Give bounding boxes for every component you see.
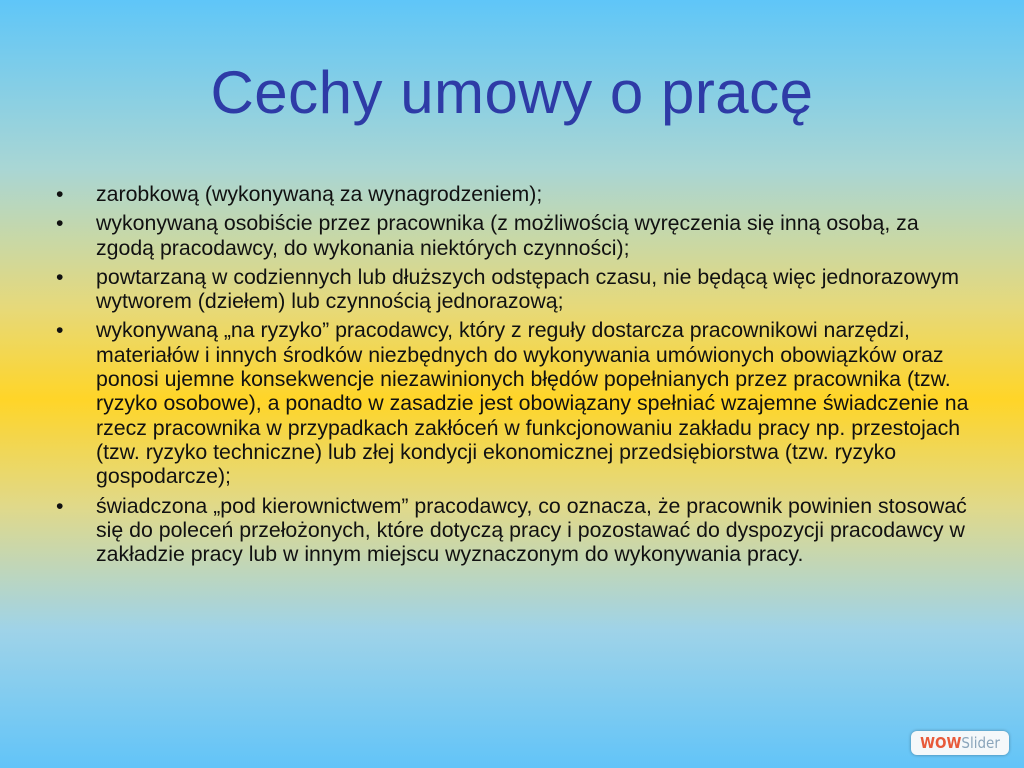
- bullet-text: wykonywaną osobiście przez pracownika (z możliwością wyręczenia się inną osobą, za zgodą pracodawcy, do wykonania niektórych czynności);: [96, 211, 919, 260]
- bullet-icon: •: [56, 318, 64, 343]
- bullet-text: wykonywaną „na ryzyko” pracodawcy, który z reguły dostarcza pracownikowi narzędzi, materiałów i innych środków niezbędnych do wykonywania umówionych obowiązków oraz ponosi ujemne konsekwencje niezawinionych błędów popełnianych przez pracownika (tzw. ryzyko osobowe), a ponadto w zasadzie jest obowiązany spełniać wzajemne świadczenie na rzecz pracownika w przypadkach zakłóceń w funkcjonowaniu zakładu pracy np. przestojach (tzw. ryzyko techniczne) lub złej kondycji ekonomicznej przedsiębiorstwa (tzw. ryzyko gospodarcze);: [96, 318, 969, 489]
- slide-title: Cechy umowy o pracę: [210, 59, 814, 126]
- bullet-item: [56, 265, 976, 314]
- watermark-text-slider: Slider: [961, 734, 1000, 752]
- bullet-list: [56, 182, 976, 571]
- bullet-text: zarobkową (wykonywaną za wynagrodzeniem);: [96, 182, 543, 206]
- bullet-icon: •: [56, 264, 64, 289]
- bullet-icon: •: [56, 211, 64, 236]
- bullet-item: [56, 318, 976, 488]
- bullet-item: [56, 211, 976, 260]
- bullet-item: [56, 182, 976, 206]
- bullet-icon: •: [56, 182, 64, 206]
- bullet-text: powtarzaną w codziennych lub dłuższych odstępach czasu, nie będącą więc jednorazowym wytworem (dziełem) lub czynnością jednorazową;: [96, 264, 960, 314]
- bullet-icon: •: [56, 493, 64, 518]
- bullet-text: świadczona „pod kierownictwem” pracodawcy, co oznacza, że pracownik powinien stosować się do poleceń przełożonych, które dotyczą pracy i pozostawać do dyspozycji pracodawcy w zakładzie pracy lub w innym miejscu wyznaczonym do wykonywania pracy.: [96, 493, 967, 567]
- watermark-text-wow: WOW: [920, 734, 962, 752]
- wowslider-watermark-logo[interactable]: [911, 731, 1009, 755]
- bullet-item: [56, 494, 976, 567]
